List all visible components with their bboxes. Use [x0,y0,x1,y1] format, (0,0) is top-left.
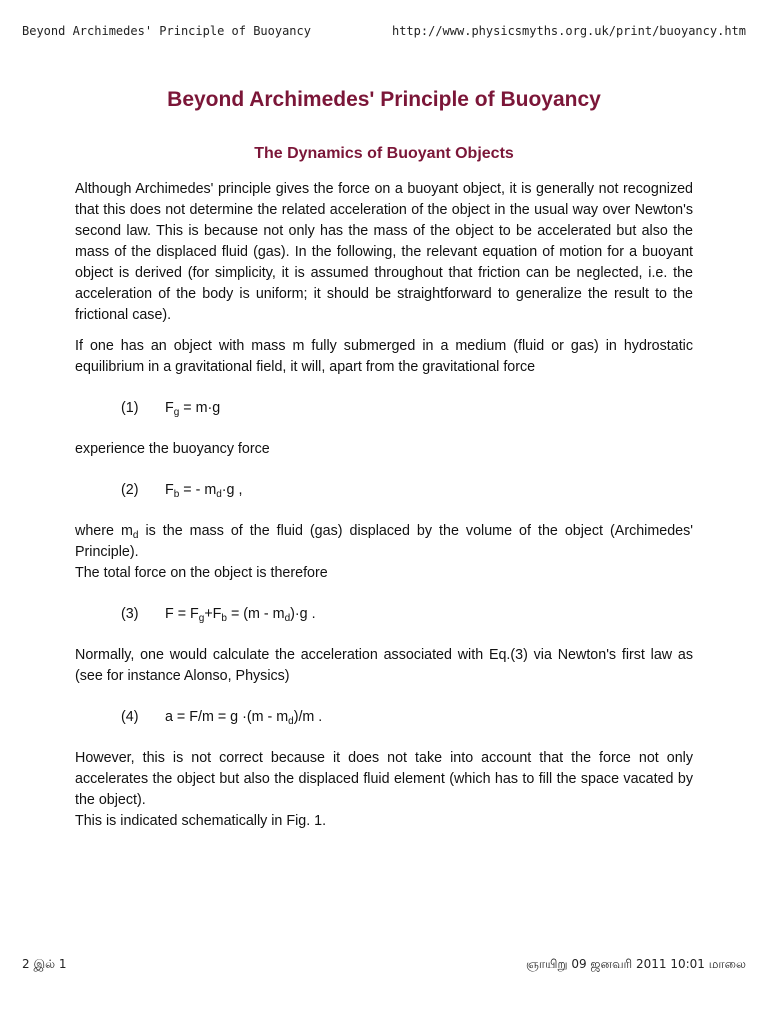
print-timestamp: ஞாயிறு 09 ஜனவரி 2011 10:01 மாலை [526,957,746,971]
print-footer [22,957,746,973]
equation-number: (3) [121,606,139,622]
paragraph-intro: Although Archimedes' principle gives the force on a buoyant object, it is generally not recognized that this does not determine the related acceleration of the object in the usual way over Newton's second law. This is because not only has the mass of the object to be accelerated but also the mass of the displaced fluid (gas). In the following, the relevant equation of motion for a buoyant object is derived (for simplicity, it is assumed throughout that friction can be neglected, i.e. the acceleration of the body is uniform; it should be straightforward to generalize the result to the frictional case). [75,181,693,323]
paragraph-buoyancy: experience the buoyancy force [75,441,270,457]
page-title: Beyond Archimedes' Principle of Buoyancy [167,88,601,111]
equation-number: (4) [121,709,139,725]
paragraph-correction: However, this is not correct because it does not take into account that the force not only accelerates the object but also the displaced fluid element (which has to fill the space vacated by the object). [75,750,693,808]
document-body [75,88,693,832]
print-header [22,24,746,38]
equation-number: (2) [121,482,139,498]
equation-1: (1) $F_g = m\cdot g$ [121,400,221,418]
paragraph-displaced-mass: where $m_d$ is the mass of the fluid (gas) displaced by the volume of the object (Archimedes' Principle). [75,523,693,560]
paragraph-newton: Normally, one would calculate the acceleration associated with Eq.(3) via Newton's first law as (see for instance Alonso, Physics) [75,647,693,684]
equation-2: (2) $F_b$ = - $m_d\cdot g$ , [121,482,243,500]
paragraph-submerged: If one has an object with mass m fully submerged in a medium (fluid or gas) in hydrostatic equilibrium in a gravitational field, it will, apart from the gravitational force [75,338,693,375]
section-heading: The Dynamics of Buoyant Objects [254,145,514,162]
paragraph-figure-ref: This is indicated schematically in Fig. 1. [75,813,327,829]
header-url[interactable]: http://www.physicsmyths.org.uk/print/buoyancy.htm [391,24,746,38]
equation-number: (1) [121,400,139,416]
paragraph-total-force: The total force on the object is therefore [75,565,328,581]
equation-4: (4) $a = F/m = g \cdot(m - m_d)/m$ . [121,709,323,727]
header-title: Beyond Archimedes' Principle of Buoyancy [22,24,311,38]
page-count: 2 இல் 1 [22,957,67,971]
equation-3: (3) $F = F_g+F_b = (m - m_d)\cdot g$ . [121,606,316,624]
